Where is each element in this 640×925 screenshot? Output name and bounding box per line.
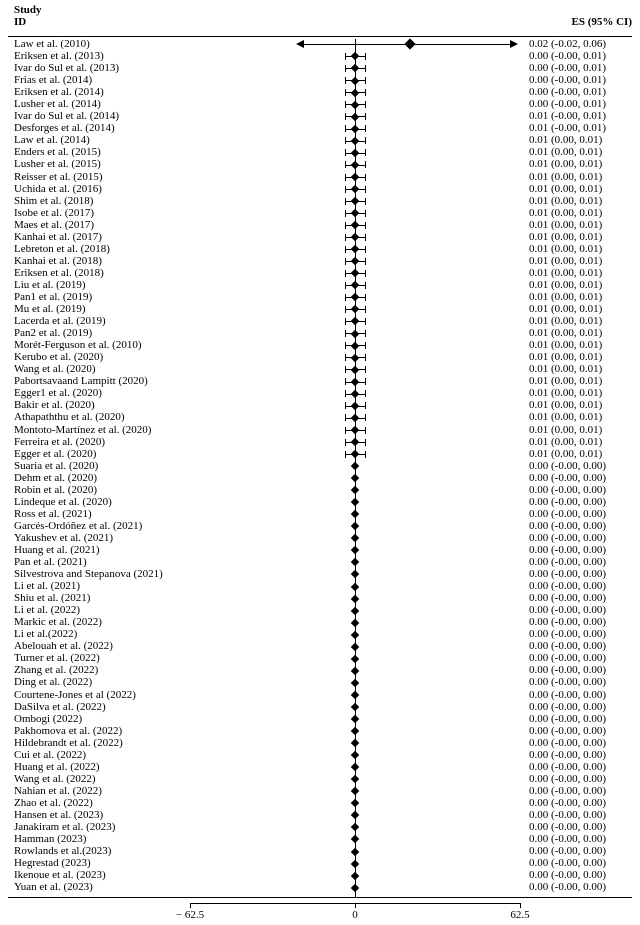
- effect-size-value: 0.00 (-0.00, 0.00): [529, 869, 606, 882]
- ci-cap-left: [345, 378, 346, 385]
- study-label: Desforges et al. (2014): [14, 122, 115, 135]
- study-label: Janakiram et al. (2023): [14, 821, 116, 834]
- point-estimate-marker: [351, 64, 359, 72]
- effect-size-value: 0.00 (-0.00, 0.00): [529, 760, 606, 773]
- point-estimate-marker: [351, 679, 359, 687]
- ci-cap-right: [365, 270, 366, 277]
- study-label: Nahian et al. (2022): [14, 784, 102, 797]
- effect-size-value: 0.01 (0.00, 0.01): [529, 435, 603, 448]
- study-label: Ivar do Sul et al. (2013): [14, 62, 120, 75]
- point-estimate-marker: [351, 293, 359, 301]
- point-estimate-marker: [351, 414, 359, 422]
- study-label: Ferreira et al. (2020): [14, 435, 106, 448]
- point-estimate-marker: [351, 281, 359, 289]
- study-label: Eriksen et al. (2013): [14, 50, 104, 63]
- ci-cap-left: [345, 77, 346, 84]
- es-ci-header: ES (95% CI): [571, 16, 632, 28]
- ci-cap-left: [345, 354, 346, 361]
- effect-size-value: 0.01 (0.00, 0.01): [529, 254, 603, 267]
- point-estimate-marker: [351, 137, 359, 145]
- ci-cap-left: [345, 149, 346, 156]
- effect-size-value: 0.00 (-0.00, 0.00): [529, 712, 606, 725]
- point-estimate-marker: [351, 76, 359, 84]
- study-label: Robin et al. (2020): [14, 483, 98, 496]
- effect-size-value: 0.01 (0.00, 0.01): [529, 266, 603, 279]
- ci-cap-right: [365, 89, 366, 96]
- ci-cap-right: [365, 318, 366, 325]
- ci-cap-left: [345, 342, 346, 349]
- axis-tick-label: 62.5: [510, 909, 530, 921]
- effect-size-value: 0.00 (-0.00, 0.00): [529, 784, 606, 797]
- effect-size-value: 0.01 (0.00, 0.01): [529, 242, 603, 255]
- ci-cap-left: [345, 282, 346, 289]
- effect-size-value: 0.00 (-0.00, 0.00): [529, 519, 606, 532]
- effect-size-value: 0.00 (-0.00, 0.00): [529, 556, 606, 569]
- point-estimate-marker: [351, 353, 359, 361]
- ci-cap-right: [365, 198, 366, 205]
- point-estimate-marker: [351, 727, 359, 735]
- effect-size-value: 0.00 (-0.00, 0.00): [529, 676, 606, 689]
- effect-size-value: 0.00 (-0.00, 0.01): [529, 86, 606, 99]
- ci-cap-left: [345, 306, 346, 313]
- point-estimate-marker: [351, 269, 359, 277]
- point-estimate-marker: [351, 185, 359, 193]
- effect-size-value: 0.01 (0.00, 0.01): [529, 387, 603, 400]
- effect-size-value: 0.00 (-0.00, 0.00): [529, 809, 606, 821]
- study-label: Ikenoue et al. (2023): [14, 869, 106, 882]
- effect-size-value: 0.01 (0.00, 0.01): [529, 194, 603, 207]
- header-divider-top: [8, 36, 632, 37]
- study-label: Li et al. (2021): [14, 580, 80, 593]
- point-estimate-marker: [351, 799, 359, 807]
- study-header-line2: ID: [14, 16, 27, 28]
- point-estimate-marker: [351, 751, 359, 759]
- point-estimate-marker: [351, 450, 359, 458]
- point-estimate-marker: [351, 534, 359, 542]
- ci-cap-left: [345, 366, 346, 373]
- effect-size-value: 0.00 (-0.00, 0.00): [529, 652, 606, 665]
- ci-cap-left: [345, 246, 346, 253]
- axis-tick: [520, 903, 521, 908]
- effect-size-value: 0.01 (0.00, 0.01): [529, 411, 603, 424]
- study-label: Ross et al. (2021): [14, 507, 92, 520]
- ci-cap-right: [365, 439, 366, 446]
- effect-size-value: 0.00 (-0.00, 0.00): [529, 471, 606, 484]
- study-label: Shim et al. (2018): [14, 194, 94, 207]
- study-label: Athapaththu et al. (2020): [14, 411, 125, 424]
- study-label: Ding et al. (2022): [14, 676, 93, 689]
- ci-cap-left: [345, 186, 346, 193]
- effect-size-value: 0.01 (0.00, 0.01): [529, 134, 603, 147]
- ci-cap-right: [365, 113, 366, 120]
- study-label: Frias et al. (2014): [14, 74, 93, 87]
- point-estimate-marker: [351, 149, 359, 157]
- point-estimate-marker: [351, 558, 359, 566]
- point-estimate-marker: [351, 402, 359, 410]
- point-estimate-marker: [351, 426, 359, 434]
- point-estimate-marker: [351, 739, 359, 747]
- study-label: Ombogi (2022): [14, 712, 83, 725]
- ci-cap-right: [365, 354, 366, 361]
- ci-cap-left: [345, 258, 346, 265]
- ci-cap-right: [365, 174, 366, 181]
- ci-cap-left: [345, 113, 346, 120]
- effect-size-value: 0.00 (-0.00, 0.00): [529, 664, 606, 677]
- study-label: Lacerda et al. (2019): [14, 315, 106, 328]
- effect-size-value: 0.01 (0.00, 0.01): [529, 290, 603, 303]
- ci-cap-left: [345, 390, 346, 397]
- point-estimate-marker: [351, 763, 359, 771]
- effect-size-value: 0.02 (-0.02, 0.06): [529, 38, 606, 50]
- point-estimate-marker: [351, 715, 359, 723]
- point-estimate-marker: [351, 883, 359, 891]
- effect-size-value: 0.00 (-0.00, 0.00): [529, 772, 606, 785]
- ci-cap-left: [345, 402, 346, 409]
- ci-arrow-right-icon: [510, 40, 518, 48]
- ci-cap-right: [365, 282, 366, 289]
- study-label: Hamman (2023): [14, 833, 87, 846]
- study-label: Lindeque et al. (2020): [14, 495, 112, 508]
- point-estimate-marker: [351, 691, 359, 699]
- ci-cap-right: [365, 294, 366, 301]
- ci-cap-right: [365, 390, 366, 397]
- effect-size-value: 0.00 (-0.00, 0.00): [529, 833, 606, 846]
- ci-cap-right: [365, 77, 366, 84]
- point-estimate-marker: [351, 377, 359, 385]
- study-label: Huang et al. (2022): [14, 760, 100, 773]
- point-estimate-marker: [351, 618, 359, 626]
- effect-size-value: 0.01 (0.00, 0.01): [529, 399, 603, 412]
- ci-arrow-left-icon: [296, 40, 304, 48]
- study-label: Lebreton et al. (2018): [14, 242, 110, 255]
- point-estimate-marker: [351, 510, 359, 518]
- study-label: Rowlands et al.(2023): [14, 845, 112, 858]
- effect-size-value: 0.01 (0.00, 0.01): [529, 375, 603, 388]
- effect-size-value: 0.01 (-0.00, 0.01): [529, 110, 606, 123]
- point-estimate-marker: [351, 775, 359, 783]
- effect-size-value: 0.00 (-0.00, 0.00): [529, 821, 606, 834]
- study-label: Turner et al. (2022): [14, 652, 100, 665]
- ci-cap-right: [365, 366, 366, 373]
- ci-cap-left: [345, 330, 346, 337]
- ci-cap-left: [345, 318, 346, 325]
- study-label: Kanhai et al. (2018): [14, 254, 102, 267]
- effect-size-value: 0.00 (-0.00, 0.00): [529, 507, 606, 520]
- effect-size-value: 0.00 (-0.00, 0.00): [529, 495, 606, 508]
- point-estimate-marker: [351, 859, 359, 867]
- study-label: Liu et al. (2019): [14, 278, 86, 291]
- study-label: Cui et al. (2022): [14, 748, 87, 761]
- effect-size-value: 0.00 (-0.00, 0.00): [529, 459, 606, 472]
- point-estimate-marker: [351, 221, 359, 229]
- effect-size-value: 0.00 (-0.00, 0.00): [529, 736, 606, 749]
- effect-size-value: 0.01 (0.00, 0.01): [529, 230, 603, 243]
- study-label: Wang et al. (2020): [14, 363, 96, 376]
- ci-cap-right: [365, 246, 366, 253]
- point-estimate-marker: [404, 39, 415, 50]
- study-label: Hansen et al. (2023): [14, 809, 104, 821]
- effect-size-value: 0.01 (0.00, 0.01): [529, 182, 603, 195]
- point-estimate-marker: [351, 474, 359, 482]
- effect-size-value: 0.00 (-0.00, 0.01): [529, 74, 606, 87]
- point-estimate-marker: [351, 209, 359, 217]
- effect-size-value: 0.00 (-0.00, 0.00): [529, 568, 606, 581]
- effect-size-value: 0.00 (-0.00, 0.00): [529, 724, 606, 737]
- study-label: Mu et al. (2019): [14, 303, 86, 316]
- ci-cap-right: [365, 125, 366, 132]
- ci-cap-right: [365, 222, 366, 229]
- ci-cap-left: [345, 53, 346, 60]
- point-estimate-marker: [351, 100, 359, 108]
- ci-cap-right: [365, 161, 366, 168]
- effect-size-value: 0.00 (-0.00, 0.00): [529, 796, 606, 809]
- effect-size-value: 0.01 (0.00, 0.01): [529, 158, 603, 171]
- ci-cap-right: [365, 101, 366, 108]
- effect-size-value: 0.00 (-0.00, 0.00): [529, 531, 606, 544]
- study-label: Morét-Ferguson et al. (2010): [14, 339, 142, 352]
- study-label: Pan et al. (2021): [14, 556, 87, 569]
- effect-size-value: 0.01 (0.00, 0.01): [529, 218, 603, 231]
- footer-divider: [8, 897, 632, 898]
- point-estimate-marker: [351, 329, 359, 337]
- point-estimate-marker: [351, 88, 359, 96]
- study-label: Pan2 et al. (2019): [14, 327, 93, 340]
- point-estimate-marker: [351, 317, 359, 325]
- effect-size-value: 0.01 (0.00, 0.01): [529, 447, 603, 460]
- ci-cap-right: [365, 234, 366, 241]
- study-label: Lusher et al. (2014): [14, 98, 101, 111]
- point-estimate-marker: [351, 655, 359, 663]
- effect-size-value: 0.01 (0.00, 0.01): [529, 315, 603, 328]
- ci-cap-left: [345, 125, 346, 132]
- effect-size-value: 0.00 (-0.00, 0.00): [529, 857, 606, 870]
- ci-cap-right: [365, 378, 366, 385]
- effect-size-value: 0.00 (-0.00, 0.00): [529, 640, 606, 653]
- study-label: Wang et al. (2022): [14, 772, 96, 785]
- effect-size-value: 0.01 (0.00, 0.01): [529, 146, 603, 159]
- effect-size-value: 0.01 (0.00, 0.01): [529, 363, 603, 376]
- ci-cap-left: [345, 294, 346, 301]
- study-label: Li et al. (2022): [14, 604, 80, 617]
- ci-cap-right: [365, 137, 366, 144]
- effect-size-value: 0.01 (0.00, 0.01): [529, 351, 603, 364]
- effect-size-value: 0.00 (-0.00, 0.00): [529, 543, 606, 556]
- ci-cap-left: [345, 174, 346, 181]
- study-label: Shiu et al. (2021): [14, 592, 91, 605]
- axis-tick-label: − 62.5: [175, 909, 205, 921]
- ci-cap-left: [345, 198, 346, 205]
- point-estimate-marker: [351, 835, 359, 843]
- point-estimate-marker: [351, 52, 359, 60]
- study-label: Montoto-Martínez et al. (2020): [14, 423, 152, 436]
- point-estimate-marker: [351, 546, 359, 554]
- study-label: Courtene-Jones et al (2022): [14, 688, 136, 701]
- study-label: Isobe et al. (2017): [14, 206, 95, 219]
- ci-cap-left: [345, 210, 346, 217]
- study-label: DaSilva et al. (2022): [14, 700, 106, 713]
- ci-cap-right: [365, 451, 366, 458]
- ci-cap-right: [365, 342, 366, 349]
- effect-size-value: 0.01 (0.00, 0.01): [529, 423, 603, 436]
- study-label: Uchida et al. (2016): [14, 182, 102, 195]
- study-label: Kanhai et al. (2017): [14, 230, 102, 243]
- study-label: Egger1 et al. (2020): [14, 387, 102, 400]
- point-estimate-marker: [351, 630, 359, 638]
- point-estimate-marker: [351, 390, 359, 398]
- point-estimate-marker: [351, 871, 359, 879]
- study-label: Li et al.(2022): [14, 628, 78, 641]
- ci-cap-right: [365, 330, 366, 337]
- ci-cap-right: [365, 414, 366, 421]
- study-label: Silvestrova and Stepanova (2021): [14, 568, 163, 581]
- study-label: Ivar do Sul et al. (2014): [14, 110, 120, 123]
- point-estimate-marker: [351, 703, 359, 711]
- ci-cap-left: [345, 451, 346, 458]
- effect-size-value: 0.00 (-0.00, 0.00): [529, 845, 606, 858]
- study-label: Dehm et al. (2020): [14, 471, 98, 484]
- study-label: Maes et al. (2017): [14, 218, 95, 231]
- point-estimate-marker: [351, 161, 359, 169]
- effect-size-value: 0.00 (-0.00, 0.00): [529, 592, 606, 605]
- ci-cap-right: [365, 427, 366, 434]
- study-label: Eriksen et al. (2014): [14, 86, 104, 99]
- point-estimate-marker: [351, 365, 359, 373]
- point-estimate-marker: [351, 438, 359, 446]
- forest-rows: [0, 39, 640, 894]
- ci-cap-right: [365, 53, 366, 60]
- study-label: Kerubo et al. (2020): [14, 351, 104, 364]
- study-label: Markic et al. (2022): [14, 616, 102, 629]
- study-label: Huang et al. (2021): [14, 543, 100, 556]
- axis-tick-label: 0: [352, 909, 358, 921]
- point-estimate-marker: [351, 112, 359, 120]
- ci-cap-left: [345, 234, 346, 241]
- effect-size-value: 0.00 (-0.00, 0.00): [529, 748, 606, 761]
- effect-size-value: 0.00 (-0.00, 0.01): [529, 50, 606, 63]
- ci-cap-left: [345, 270, 346, 277]
- study-label: Abelouah et al. (2022): [14, 640, 113, 653]
- ci-cap-left: [345, 439, 346, 446]
- study-label: Enders et al. (2015): [14, 146, 101, 159]
- effect-size-value: 0.01 (0.00, 0.01): [529, 339, 603, 352]
- effect-size-value: 0.00 (-0.00, 0.00): [529, 580, 606, 593]
- effect-size-value: 0.01 (0.00, 0.01): [529, 303, 603, 316]
- ci-cap-right: [365, 306, 366, 313]
- study-label: Yuan et al. (2023): [14, 881, 93, 894]
- point-estimate-marker: [351, 606, 359, 614]
- ci-cap-left: [345, 89, 346, 96]
- ci-cap-left: [345, 101, 346, 108]
- ci-cap-left: [345, 161, 346, 168]
- axis-tick: [355, 903, 356, 908]
- point-estimate-marker: [351, 582, 359, 590]
- point-estimate-marker: [351, 642, 359, 650]
- effect-size-value: 0.01 (0.00, 0.01): [529, 170, 603, 183]
- point-estimate-marker: [351, 594, 359, 602]
- effect-size-value: 0.00 (-0.00, 0.00): [529, 881, 606, 894]
- point-estimate-marker: [351, 811, 359, 819]
- ci-cap-right: [365, 186, 366, 193]
- point-estimate-marker: [351, 173, 359, 181]
- ci-cap-left: [345, 427, 346, 434]
- effect-size-value: 0.00 (-0.00, 0.00): [529, 604, 606, 617]
- study-label: Suaria et al. (2020): [14, 459, 99, 472]
- point-estimate-marker: [351, 787, 359, 795]
- study-label: Eriksen et al. (2018): [14, 266, 104, 279]
- study-label: Yakushev et al. (2021): [14, 531, 114, 544]
- ci-cap-left: [345, 222, 346, 229]
- point-estimate-marker: [351, 305, 359, 313]
- study-label: Law et al. (2010): [14, 38, 90, 50]
- study-label: Pabortsavaand Lampitt (2020): [14, 375, 148, 388]
- point-estimate-marker: [351, 847, 359, 855]
- point-estimate-marker: [351, 486, 359, 494]
- ci-cap-left: [345, 414, 346, 421]
- point-estimate-marker: [351, 341, 359, 349]
- study-label: Garcés-Ordóñez et al. (2021): [14, 519, 143, 532]
- effect-size-value: 0.00 (-0.00, 0.01): [529, 62, 606, 75]
- effect-size-value: 0.00 (-0.00, 0.00): [529, 616, 606, 629]
- point-estimate-marker: [351, 570, 359, 578]
- study-id-header: [14, 4, 42, 28]
- ci-cap-right: [365, 210, 366, 217]
- study-label: Pan1 et al. (2019): [14, 290, 93, 303]
- ci-cap-right: [365, 65, 366, 72]
- point-estimate-marker: [351, 522, 359, 530]
- study-label: Hegrestad (2023): [14, 857, 91, 870]
- ci-cap-right: [365, 149, 366, 156]
- axis-tick: [190, 903, 191, 908]
- point-estimate-marker: [351, 124, 359, 132]
- study-header-line1: Study: [14, 4, 42, 16]
- study-label: Egger et al. (2020): [14, 447, 97, 460]
- ci-cap-right: [365, 258, 366, 265]
- effect-size-value: 0.01 (0.00, 0.01): [529, 278, 603, 291]
- effect-size-value: 0.00 (-0.00, 0.00): [529, 483, 606, 496]
- study-label: Zhao et al. (2022): [14, 796, 93, 809]
- study-label: Lusher et al. (2015): [14, 158, 101, 171]
- study-label: Pakhomova et al. (2022): [14, 724, 123, 737]
- study-label: Zhang et al. (2022): [14, 664, 99, 677]
- study-label: Bakir et al. (2020): [14, 399, 95, 412]
- effect-size-value: 0.00 (-0.00, 0.00): [529, 700, 606, 713]
- study-label: Law et al. (2014): [14, 134, 90, 147]
- ci-cap-left: [345, 65, 346, 72]
- point-estimate-marker: [351, 197, 359, 205]
- effect-size-value: 0.00 (-0.00, 0.00): [529, 688, 606, 701]
- study-label: Reisser et al. (2015): [14, 170, 103, 183]
- forest-row: [0, 882, 640, 894]
- point-estimate-marker: [351, 257, 359, 265]
- effect-size-value: 0.01 (0.00, 0.01): [529, 206, 603, 219]
- point-estimate-marker: [351, 233, 359, 241]
- point-estimate-marker: [351, 667, 359, 675]
- effect-size-value: 0.01 (-0.00, 0.01): [529, 122, 606, 135]
- point-estimate-marker: [351, 823, 359, 831]
- point-estimate-marker: [351, 498, 359, 506]
- effect-size-value: 0.00 (-0.00, 0.00): [529, 628, 606, 641]
- ci-cap-left: [345, 137, 346, 144]
- effect-size-value: 0.01 (0.00, 0.01): [529, 327, 603, 340]
- ci-cap-right: [365, 402, 366, 409]
- effect-size-value: 0.00 (-0.00, 0.01): [529, 98, 606, 111]
- point-estimate-marker: [351, 245, 359, 253]
- study-label: Hildebrandt et al. (2022): [14, 736, 123, 749]
- point-estimate-marker: [351, 462, 359, 470]
